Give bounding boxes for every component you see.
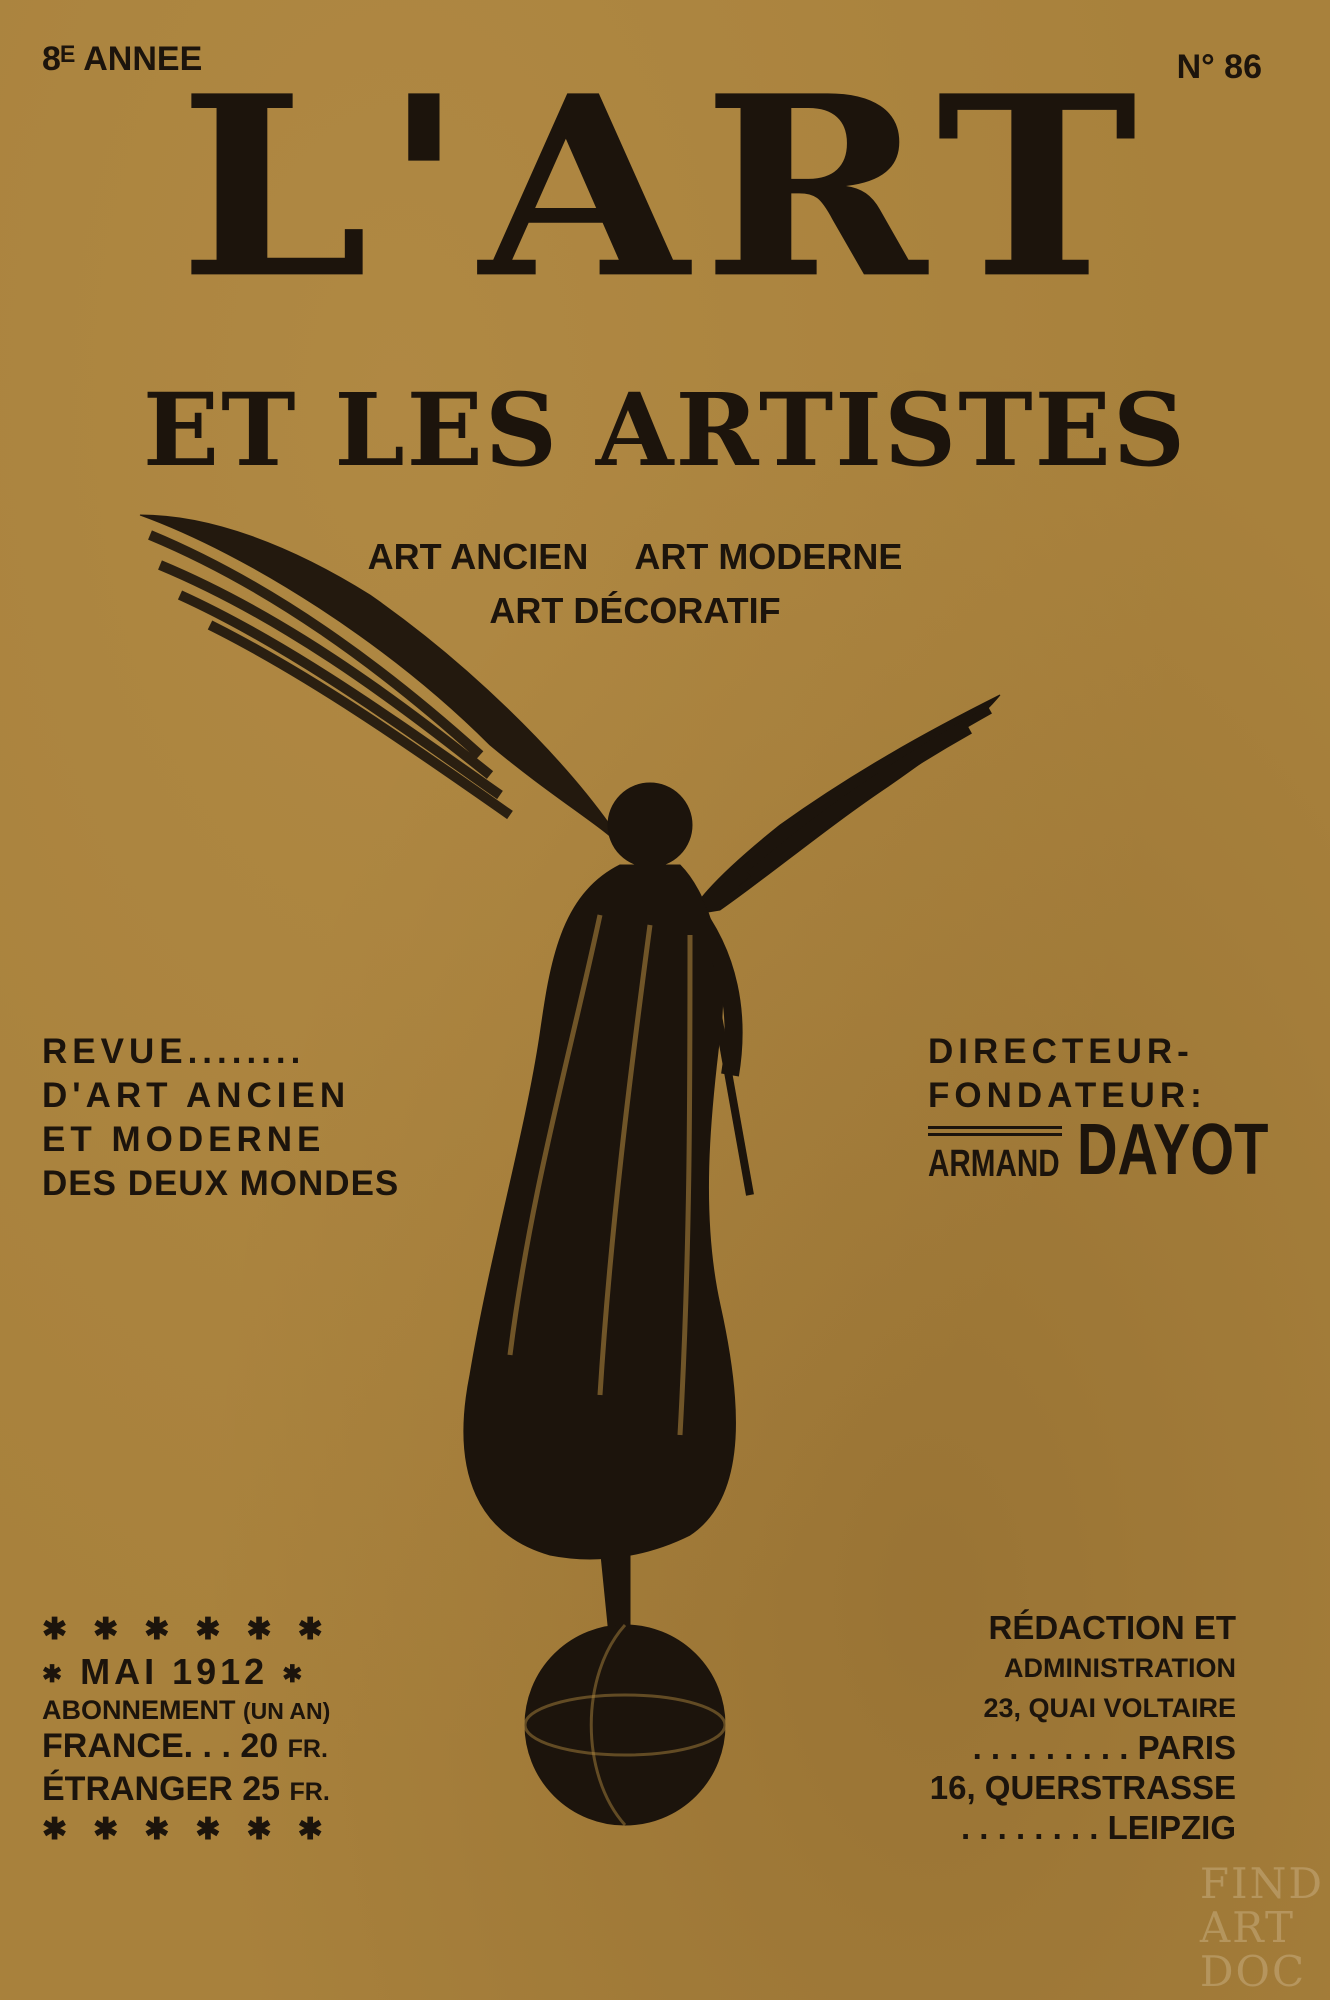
- masthead-title: L'ART: [178, 40, 1152, 334]
- director-name: [928, 1110, 1322, 1190]
- star-icon: ✱: [282, 1660, 307, 1688]
- subscription-block: [42, 1612, 349, 1847]
- redaction-line: 23, QUAI VOLTAIRE: [983, 1693, 1236, 1723]
- section-art-decoratif: ART DÉCORATIF: [489, 590, 781, 631]
- figure-body: [464, 865, 736, 1559]
- figure-head: [608, 783, 692, 867]
- stars-top: ✱✱✱✱✱✱: [42, 1613, 349, 1646]
- issue-date-text: MAI 1912: [80, 1651, 269, 1692]
- director-first-name: ARMAND: [928, 1143, 1060, 1185]
- section-art-moderne: ART MODERNE: [634, 536, 903, 577]
- section-art-ancien: ART ANCIEN: [367, 536, 589, 577]
- redaction-line: . . . . . . . . LEIPZIG: [960, 1809, 1236, 1846]
- masthead-subtitle: ET LES ARTISTES: [142, 371, 1188, 489]
- watermark: FIND ART DOC: [1199, 1859, 1324, 1996]
- redaction-line: . . . . . . . . . PARIS: [972, 1729, 1236, 1766]
- price-france: FRANCE. . . 20 FR.: [42, 1727, 328, 1765]
- redaction-line: ADMINISTRATION: [1004, 1653, 1236, 1683]
- issue-date: [42, 1651, 349, 1693]
- price-etranger: ÉTRANGER 25 FR.: [42, 1770, 330, 1808]
- revue-line: ET MODERNE: [42, 1120, 326, 1159]
- subscription-label: ABONNEMENT (UN AN): [42, 1695, 331, 1725]
- revue-line: REVUE........: [42, 1032, 306, 1071]
- stars-bottom: ✱✱✱✱✱✱: [42, 1813, 349, 1846]
- revue-description: [42, 1030, 399, 1206]
- star-icon: ✱: [42, 1660, 67, 1688]
- issue-number: N° 86: [1176, 48, 1262, 86]
- director-last-name: DAYOT: [1076, 1110, 1269, 1190]
- revue-line: DES DEUX MONDES: [42, 1164, 400, 1203]
- redaction-line: 16, QUERSTRASSE: [929, 1769, 1236, 1806]
- director-block: [928, 1030, 1322, 1190]
- redaction-block: [918, 1608, 1236, 1848]
- globe: [525, 1625, 725, 1825]
- director-label: FONDATEUR:: [928, 1076, 1207, 1115]
- edition-label: 8ᴱ ANNEE: [42, 40, 203, 78]
- revue-line: D'ART ANCIEN: [42, 1076, 351, 1115]
- director-label: DIRECTEUR-: [928, 1032, 1194, 1071]
- redaction-line: RÉDACTION ET: [988, 1609, 1236, 1646]
